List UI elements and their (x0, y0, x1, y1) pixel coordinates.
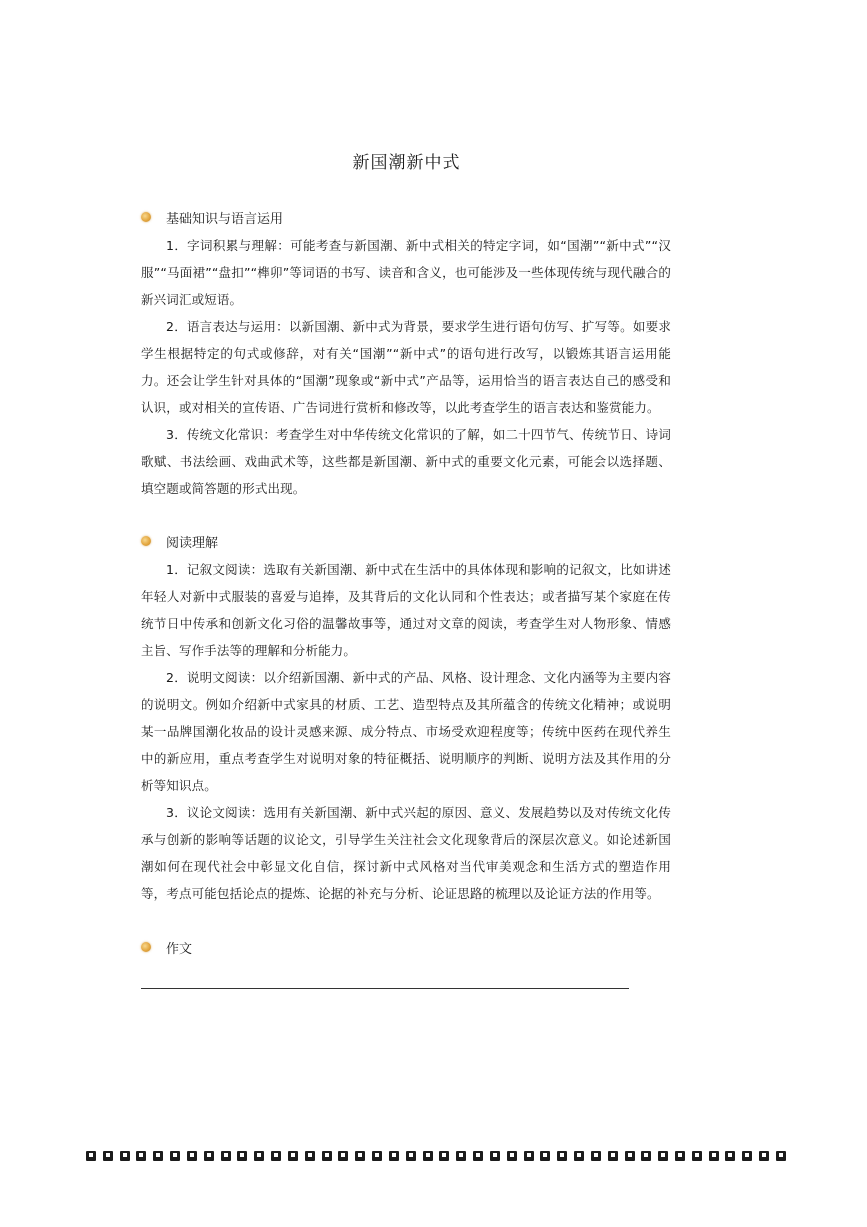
border-square-icon (725, 1151, 735, 1161)
border-square-icon (641, 1151, 651, 1161)
section-heading-label: 阅读理解 (166, 535, 219, 551)
page-title: 新国潮新中式 (352, 153, 461, 173)
border-square-icon (692, 1151, 702, 1161)
border-square-icon (153, 1151, 163, 1161)
border-square-icon (221, 1151, 231, 1161)
section-heading-label: 基础知识与语言运用 (166, 211, 284, 227)
border-square-icon (103, 1151, 113, 1161)
bullet-icon (141, 942, 151, 952)
border-square-icon (759, 1151, 769, 1161)
section-heading-label: 作文 (166, 941, 193, 957)
border-square-icon (591, 1151, 601, 1161)
border-square-icon (608, 1151, 618, 1161)
paragraph: 2．语言表达与运用：以新国潮、新中式为背景，要求学生进行语句仿写、扩写等。如要求学生根据特定的句式或修辞，对有关“国潮”“新中式”的语句进行改写，以锻炼其语言运用能力。还会让学生针对具体的“国潮”现象或“新中式”产品等，运用恰当的语言表达自己的感受和认识，或对相关的宣传语、广告词进行赏析和修改等，以此考查学生的语言表达和鉴赏能力。 (141, 319, 671, 415)
bullet-icon (141, 212, 151, 222)
border-square-icon (709, 1151, 719, 1161)
border-square-icon (288, 1151, 298, 1161)
border-square-icon (237, 1151, 247, 1161)
border-square-icon (305, 1151, 315, 1161)
border-square-icon (136, 1151, 146, 1161)
border-square-icon (507, 1151, 517, 1161)
border-square-icon (204, 1151, 214, 1161)
divider-line (141, 988, 629, 989)
paragraph: 3．传统文化常识：考查学生对中华传统文化常识的了解，如二十四节气、传统节日、诗词歌赋、书法绘画、戏曲武术等，这些都是新国潮、新中式的重要文化元素，可能会以选择题、填空题或简答题的形式出现。 (141, 427, 671, 496)
decorative-border (86, 1151, 786, 1161)
section-heading (141, 206, 671, 228)
border-square-icon (625, 1151, 635, 1161)
border-square-icon (372, 1151, 382, 1161)
border-square-icon (271, 1151, 281, 1161)
border-square-icon (423, 1151, 433, 1161)
section-writing (141, 936, 671, 958)
paragraph: 2．说明文阅读：以介绍新国潮、新中式的产品、风格、设计理念、文化内涵等为主要内容的说明文。例如介绍新中式家具的材质、工艺、造型特点及其所蕴含的传统文化精神；或说明某一品牌国潮化妆品的设计灵感来源、成分特点、市场受欢迎程度等；传统中医药在现代养生中的新应用，重点考查学生对说明对象的特征概括、说明顺序的判断、说明方法及其作用的分析等知识点。 (141, 670, 671, 793)
border-square-icon (473, 1151, 483, 1161)
border-square-icon (439, 1151, 449, 1161)
border-square-icon (322, 1151, 332, 1161)
border-square-icon (524, 1151, 534, 1161)
border-square-icon (389, 1151, 399, 1161)
border-square-icon (456, 1151, 466, 1161)
section-heading (141, 936, 671, 958)
border-square-icon (170, 1151, 180, 1161)
section-reading (141, 530, 671, 907)
border-square-icon (557, 1151, 567, 1161)
border-square-icon (540, 1151, 550, 1161)
border-square-icon (742, 1151, 752, 1161)
border-square-icon (574, 1151, 584, 1161)
border-square-icon (490, 1151, 500, 1161)
section-basic-knowledge (141, 206, 671, 502)
border-square-icon (254, 1151, 264, 1161)
border-square-icon (658, 1151, 668, 1161)
paragraph: 3．议论文阅读：选用有关新国潮、新中式兴起的原因、意义、发展趋势以及对传统文化传承与创新的影响等话题的议论文，引导学生关注社会文化现象背后的深层次意义。如论述新国潮如何在现代社会中彰显文化自信，探讨新中式风格对当代审美观念和生活方式的塑造作用等，考点可能包括论点的提炼、论据的补充与分析、论证思路的梳理以及论证方法的作用等。 (141, 805, 671, 901)
paragraph: 1．记叙文阅读：选取有关新国潮、新中式在生活中的具体体现和影响的记叙文，比如讲述年轻人对新中式服装的喜爱与追捧，及其背后的文化认同和个性表达；或者描写某个家庭在传统节日中传承和创新文化习俗的温馨故事等，通过对文章的阅读，考查学生对人物形象、情感主旨、写作手法等的理解和分析能力。 (141, 562, 671, 658)
border-square-icon (406, 1151, 416, 1161)
bullet-icon (141, 536, 151, 546)
border-square-icon (776, 1151, 786, 1161)
border-square-icon (187, 1151, 197, 1161)
border-square-icon (338, 1151, 348, 1161)
paragraph: 1．字词积累与理解：可能考查与新国潮、新中式相关的特定字词，如“国潮”“新中式”“汉服”“马面裙”“盘扣”“榫卯”等词语的书写、读音和含义，也可能涉及一些体现传统与现代融合的新兴词汇或短语。 (141, 238, 671, 307)
border-square-icon (355, 1151, 365, 1161)
section-heading (141, 530, 671, 552)
border-square-icon (675, 1151, 685, 1161)
border-square-icon (86, 1151, 96, 1161)
border-square-icon (120, 1151, 130, 1161)
